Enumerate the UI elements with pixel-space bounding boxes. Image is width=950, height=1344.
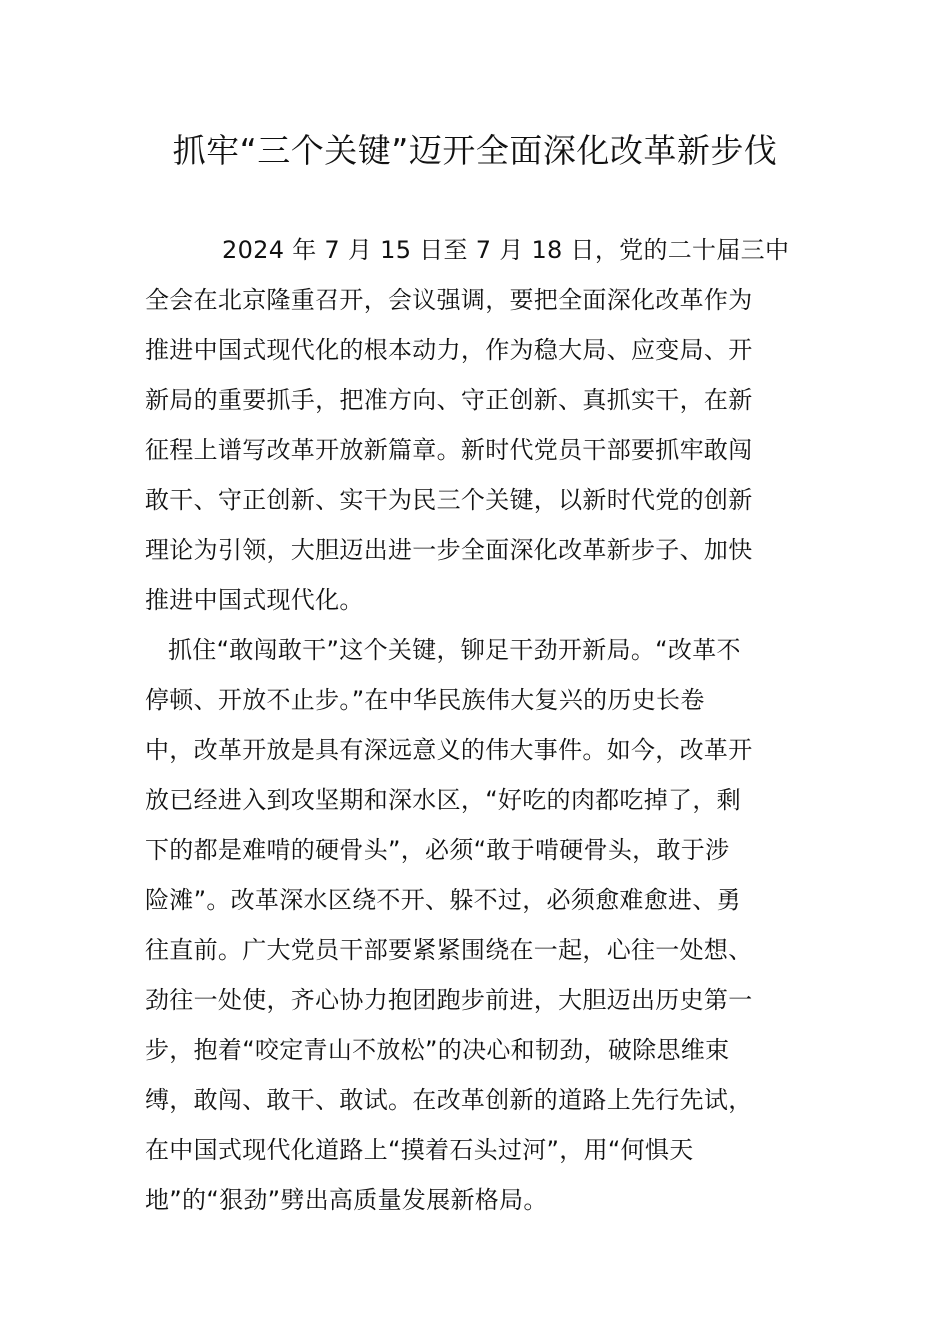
paragraph-line: 新局的重要抓手，把准方向、守正创新、真抓实干，在新 <box>145 386 753 414</box>
paragraph-line: 理论为引领，大胆迈出进一步全面深化改革新步子、加快 <box>145 536 753 564</box>
document-title: 抓牢“三个关键”迈开全面深化改革新步伐 <box>172 131 778 170</box>
paragraph-line: 步，抱着“咬定青山不放松”的决心和韧劲，破除思维束 <box>145 1036 730 1064</box>
paragraph-line: 抓住“敢闯敢干”这个关键，铆足干劲开新局。“改革不 <box>168 636 741 664</box>
paragraph-line: 往直前。广大党员干部要紧紧围绕在一起，心往一处想、 <box>145 936 753 964</box>
paragraph-line: 全会在北京隆重召开，会议强调，要把全面深化改革作为 <box>145 286 753 314</box>
paragraph-line: 在中国式现代化道路上“摸着石头过河”，用“何惧天 <box>145 1136 694 1164</box>
paragraph-line: 下的都是难啃的硬骨头”，必须“敢于啃硬骨头，敢于涉 <box>145 836 730 864</box>
paragraph-line: 地”的“狠劲”劈出高质量发展新格局。 <box>145 1186 548 1214</box>
paragraph-line: 劲往一处使，齐心协力抱团跑步前进，大胆迈出历史第一 <box>145 986 753 1014</box>
paragraph-line: 中，改革开放是具有深远意义的伟大事件。如今，改革开 <box>145 736 753 764</box>
paragraph-line: 停顿、开放不止步。”在中华民族伟大复兴的历史长卷 <box>145 686 705 714</box>
paragraph-line: 推进中国式现代化。 <box>145 586 364 614</box>
paragraph-line: 敢干、守正创新、实干为民三个关键，以新时代党的创新 <box>145 486 753 514</box>
paragraph-line: 缚，敢闯、敢干、敢试。在改革创新的道路上先行先试， <box>145 1086 753 1114</box>
paragraph-line: 征程上谱写改革开放新篇章。新时代党员干部要抓牢敢闯 <box>145 436 753 464</box>
paragraph-line: 2024 年 7 月 15 日至 7 月 18 日，党的二十届三中 <box>222 236 790 264</box>
paragraph-line: 放已经进入到攻坚期和深水区，“好吃的肉都吃掉了，剩 <box>145 786 741 814</box>
paragraph-line: 险滩”。改革深水区绕不开、躲不过，必须愈难愈进、勇 <box>145 886 741 914</box>
paragraph-line: 推进中国式现代化的根本动力，作为稳大局、应变局、开 <box>145 336 753 364</box>
